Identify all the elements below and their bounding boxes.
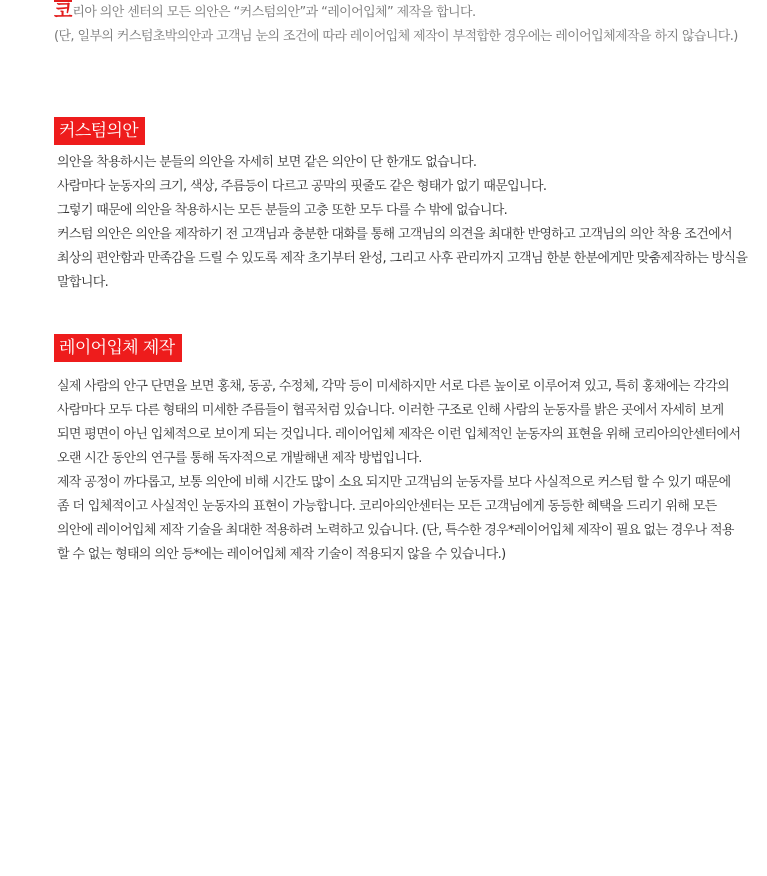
custom-line: 그렇기 때문에 의안을 착용하시는 모든 분들의 고충 또한 모두 다를 수 밖에 없습니다. — [57, 203, 508, 218]
custom-line: 의안을 착용하시는 분들의 의안을 자세히 보면 같은 의안이 단 한개도 없습니다. — [57, 155, 477, 170]
section-layer-body — [54, 375, 764, 567]
layer-line: 오랜 시간 동안의 연구를 통해 독자적으로 개발해낸 제작 방법입니다. — [57, 451, 422, 466]
layer-line: 좀 더 입체적이고 사실적인 눈동자의 표현이 가능합니다. 코리아의안센터는 모든 고객님에게 동등한 혜택을 드리기 위해 모든 — [57, 499, 717, 514]
layer-line: 사람마다 모두 다른 형태의 미세한 주름들이 협곡처럼 있습니다. 이러한 구조로 인해 사람의 눈동자를 밝은 곳에서 자세히 보게 — [57, 403, 724, 418]
custom-line: 최상의 편안함과 만족감을 드릴 수 있도록 제작 초기부터 완성, 그리고 사후 관리까지 고객님 한분 한분에게만 맞춤제작하는 방식을 — [57, 251, 748, 266]
section-custom — [54, 117, 764, 295]
custom-line: 커스텀 의안은 의안을 제작하기 전 고객님과 충분한 대화를 통해 고객님의 의견을 최대한 반영하고 고객님의 의안 착용 조건에서 — [57, 227, 732, 242]
layer-line: 할 수 없는 형태의 의안 등*에는 레이어입체 제작 기술이 적용되지 않을 수 있습니다.) — [57, 547, 506, 562]
section-custom-body — [54, 151, 764, 295]
layer-line: 실제 사람의 안구 단면을 보면 홍채, 동공, 수정체, 각막 등이 미세하지만 서로 다른 높이로 이루어져 있고, 특히 홍채에는 각각의 — [57, 379, 730, 394]
section-title-layer: 레이어입체 제작 — [54, 334, 182, 362]
intro-line-1 — [54, 0, 764, 25]
section-layer — [54, 334, 764, 567]
intro-line-2: (단, 일부의 커스텀초박의안과 고객님 눈의 조건에 따라 레이어입체 제작이 부적합한 경우에는 레이어입체제작을 하지 않습니다.) — [54, 29, 738, 44]
layer-line: 의안에 레이어입체 제작 기술을 최대한 적용하려 노력하고 있습니다. (단, 특수한 경우*레이어입체 제작이 필요 없는 경우나 적용 — [57, 523, 734, 538]
layer-line: 되면 평면이 아닌 입체적으로 보이게 되는 것입니다. 레이어입체 제작은 이런 입체적인 눈동자의 표현을 위해 코리아의안센터에서 — [57, 427, 741, 442]
layer-line: 제작 공정이 까다롭고, 보통 의안에 비해 시간도 많이 소요 되지만 고객님의 눈동자를 보다 사실적으로 커스텀 할 수 있기 때문에 — [57, 475, 731, 490]
section-title-custom: 커스텀의안 — [54, 117, 145, 145]
custom-line: 사람마다 눈동자의 크기, 색상, 주름등이 다르고 공막의 핏줄도 같은 형태가 없기 때문입니다. — [57, 179, 547, 194]
intro — [54, 0, 764, 49]
intro-first-letter: 코 — [54, 0, 73, 22]
custom-line: 말합니다. — [57, 275, 109, 290]
intro-line-1-text: 리아 의안 센터의 모든 의안은 “커스텀의안”과 “레이어입체” 제작을 합니다. — [72, 5, 476, 20]
